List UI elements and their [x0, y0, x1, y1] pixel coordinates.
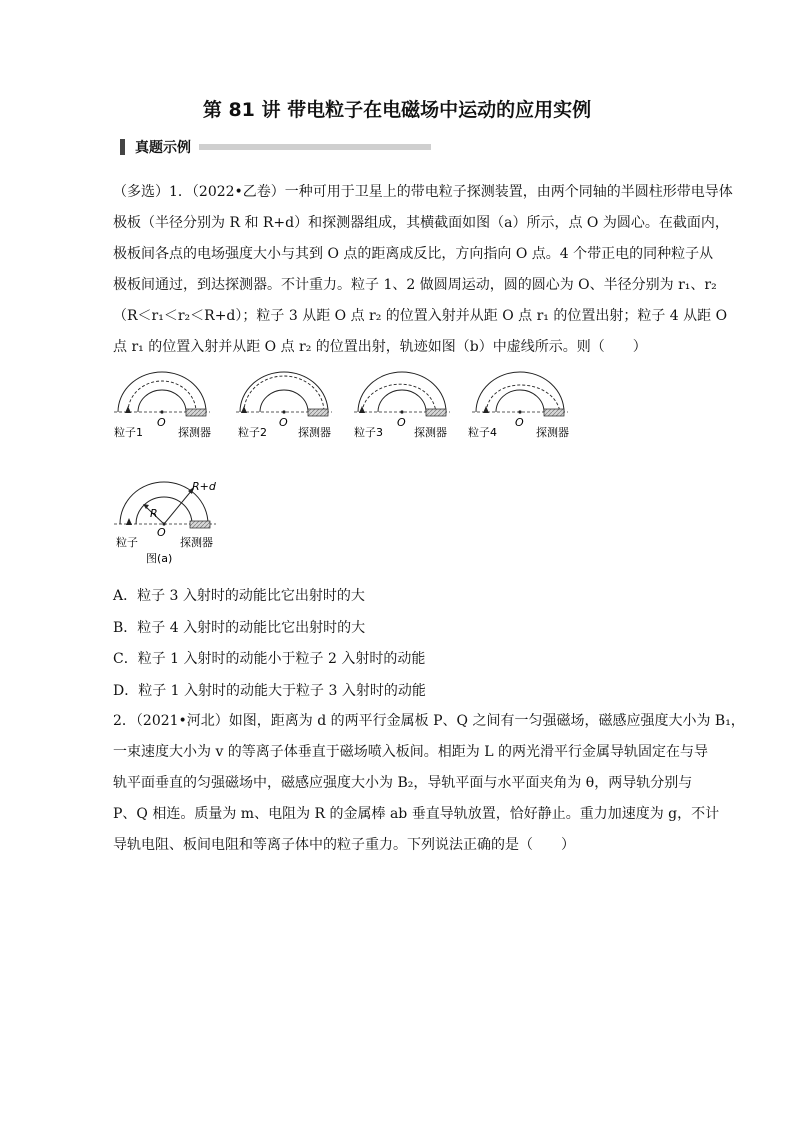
radius-label: R [150, 507, 158, 520]
particle-label: 粒子1 [114, 426, 143, 439]
outer-radius-label: R+d [192, 480, 216, 493]
particle-label: 粒子2 [238, 426, 267, 439]
particle-label: 粒子4 [468, 426, 497, 439]
option-b: B．粒子 4 入射时的动能比它出射时的大 [113, 620, 366, 636]
q1-line: 点 r₁ 的位置入射并从距 O 点 r₂ 的位置出射，轨迹如图（b）中虚线所示。则（ ） [113, 339, 647, 355]
detector-label: 探测器 [178, 426, 211, 439]
page-title: 第 81 讲 带电粒子在电磁场中运动的应用实例 [202, 99, 592, 121]
section-rule [199, 144, 431, 150]
option-a: A．粒子 3 入射时的动能比它出射时的大 [113, 588, 365, 604]
detector-label: 探测器 [298, 426, 331, 439]
q2-line: 2．（2021•河北）如图，距离为 d 的两平行金属板 P、Q 之间有一匀强磁场，磁感应强度大小为 B₁， [113, 713, 745, 729]
figure-b-panel-2 [236, 372, 332, 439]
particle-label: 粒子 [116, 536, 138, 549]
q1-line: （多选）1．（2022•乙卷）一种可用于卫星上的带电粒子探测装置，由两个同轴的半圆柱形带电导体 [113, 184, 733, 200]
q1-line: 极板间通过，到达探测器。不计重力。粒子 1、2 做圆周运动，圆的圆心为 O、半径分别为 r₁、r₂ [113, 277, 717, 293]
q2-line: P、Q 相连。质量为 m、电阻为 R 的金属棒 ab 垂直导轨放置，恰好静止。重力加速度为 g，不计 [113, 806, 720, 822]
section-header [120, 137, 431, 157]
center-label: O [279, 416, 288, 429]
section-bar [120, 139, 125, 155]
figure-b-panel-3 [354, 372, 450, 439]
option-d: D．粒子 1 入射时的动能大于粒子 3 入射时的动能 [113, 683, 426, 699]
q2-line: 导轨电阻、板间电阻和等离子体中的粒子重力。下列说法正确的是（ ） [113, 837, 575, 853]
figure-b [110, 368, 580, 442]
section-title: 真题示例 [135, 140, 191, 156]
detector-label: 探测器 [536, 426, 569, 439]
center-label: O [157, 416, 166, 429]
center-label: O [397, 416, 406, 429]
question-1-stem [113, 177, 733, 363]
q1-line: 极板间各点的电场强度大小与其到 O 点的距离成反比，方向指向 O 点。4 个带正电的同种粒子从 [113, 246, 714, 262]
question-2-stem [113, 706, 745, 861]
detector-label: 探测器 [414, 426, 447, 439]
center-label: O [515, 416, 524, 429]
figure-b-panel-4 [468, 372, 569, 439]
detector-label: 探测器 [180, 536, 213, 549]
q1-line: （R＜r₁＜r₂＜R+d）；粒子 3 从距 O 点 r₂ 的位置入射并从距 O 点 r₁ 的位置出射；粒子 4 从距 O [113, 308, 728, 324]
q2-line: 轨平面垂直的匀强磁场中，磁感应强度大小为 B₂，导轨平面与水平面夹角为 θ，两导轨分别与 [113, 775, 693, 791]
figure-caption: 图(a) [146, 552, 173, 565]
figure-a [112, 476, 232, 568]
option-c: C．粒子 1 入射时的动能小于粒子 2 入射时的动能 [113, 651, 426, 667]
q2-line: 一束速度大小为 v 的等离子体垂直于磁场喷入板间。相距为 L 的两光滑平行金属导轨固定在与导 [113, 744, 709, 760]
q1-line: 极板（半径分别为 R 和 R+d）和探测器组成，其横截面如图（a）所示，点 O 为圆心。在截面内， [113, 215, 729, 231]
figure-b-panel-1 [114, 372, 211, 439]
center-label: O [157, 526, 166, 539]
particle-label: 粒子3 [354, 426, 383, 439]
